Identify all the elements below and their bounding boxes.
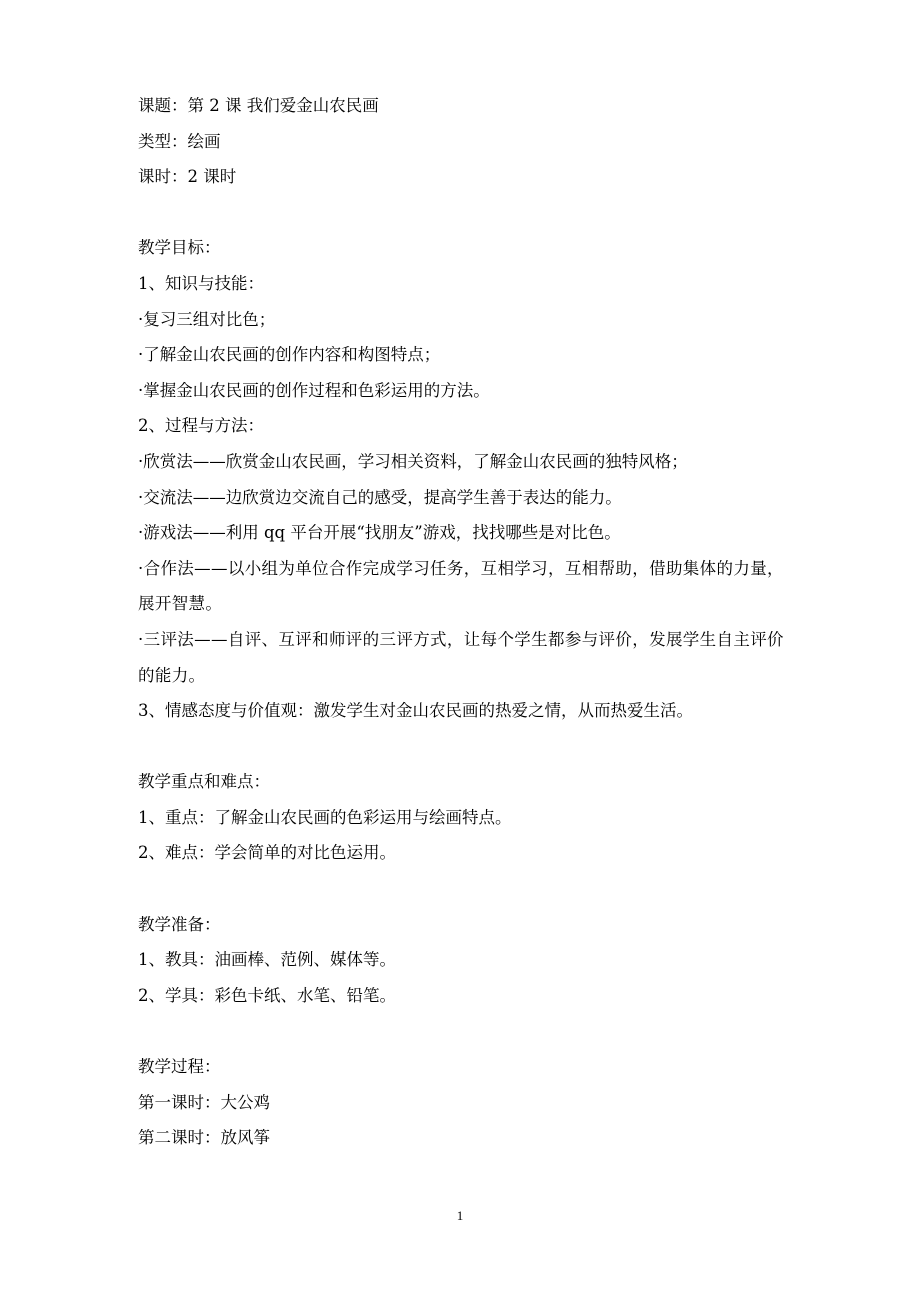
objectives-heading: 教学目标： <box>138 238 221 258</box>
spacer <box>138 729 788 765</box>
knowledge-item: ·了解金山农民画的创作内容和构图特点； <box>138 345 441 365</box>
knowledge-item: ·掌握金山农民画的创作过程和色彩运用的方法。 <box>138 380 490 400</box>
knowledge-heading: 1、知识与技能： <box>138 273 264 293</box>
teaching-process-item: 第一课时：大公鸡 <box>138 1092 270 1112</box>
teaching-process-item: 第二课时：放风筝 <box>138 1128 270 1148</box>
spacer <box>138 1013 788 1049</box>
spacer <box>138 195 788 231</box>
process-item: ·合作法——以小组为单位合作完成学习任务，互相学习，互相帮助，借助集体的力量，展开智慧。 <box>138 558 784 614</box>
key-point-item: 1、重点：了解金山农民画的色彩运用与绘画特点。 <box>138 807 512 827</box>
lesson-title: 课题：第 2 课 我们爱金山农民画 <box>138 96 379 115</box>
document-body <box>138 88 788 1156</box>
preparation-heading: 教学准备： <box>138 914 221 934</box>
key-points-heading: 教学重点和难点： <box>138 772 270 792</box>
process-item: ·游戏法——利用 qq 平台开展“找朋友”游戏，找找哪些是对比色。 <box>138 523 621 543</box>
key-point-item: 2、难点：学会简单的对比色运用。 <box>138 843 396 863</box>
preparation-item: 1、教具：油画棒、范例、媒体等。 <box>138 950 396 970</box>
lesson-hours: 课时：2 课时 <box>138 167 237 187</box>
process-heading: 2、过程与方法： <box>138 416 264 436</box>
page-number: 1 <box>456 1208 464 1223</box>
preparation-item: 2、学具：彩色卡纸、水笔、铅笔。 <box>138 985 396 1005</box>
teaching-process-heading: 教学过程： <box>138 1057 221 1077</box>
process-item: ·欣赏法——欣赏金山农民画，学习相关资料，了解金山农民画的独特风格； <box>138 451 688 471</box>
spacer <box>138 871 788 907</box>
attitude-objective: 3、情感态度与价值观：激发学生对金山农民画的热爱之情，从而热爱生活。 <box>138 701 693 721</box>
process-item: ·三评法——自评、互评和师评的三评方式，让每个学生都参与评价，发展学生自主评价的能力。 <box>138 629 784 685</box>
lesson-type: 类型：绘画 <box>138 131 221 151</box>
process-item: ·交流法——边欣赏边交流自己的感受，提高学生善于表达的能力。 <box>138 487 622 507</box>
knowledge-item: ·复习三组对比色； <box>138 309 276 329</box>
